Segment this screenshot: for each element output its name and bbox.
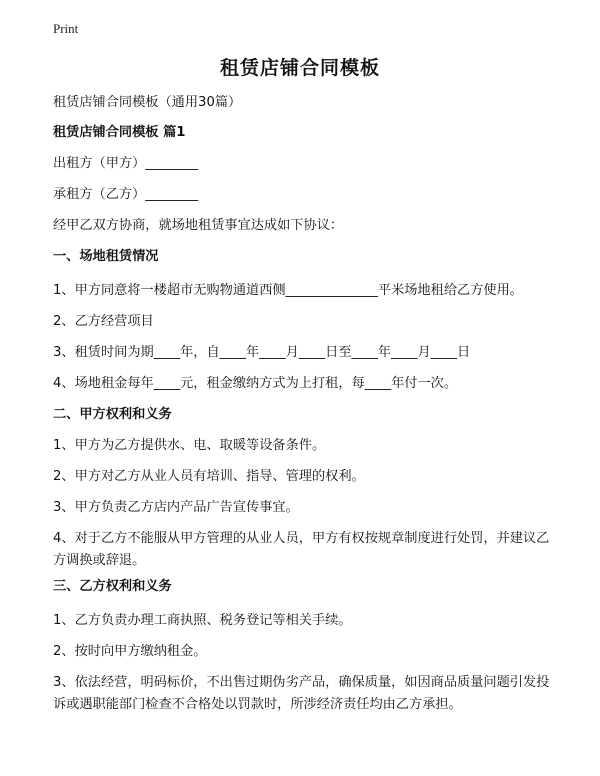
part2-item: 1、甲方为乙方提供水、电、取暖等设备条件。 xyxy=(53,438,326,453)
document-subtitle: 租赁店铺合同模板（通用30篇） xyxy=(53,95,242,110)
section-heading: 租赁店铺合同模板 篇1 xyxy=(53,125,186,140)
part1-item: 3、租赁时间为期____年，自____年____月____日至____年____月____日 xyxy=(53,345,471,360)
part1-heading: 一、场地租赁情况 xyxy=(53,249,159,264)
part2-item: 4、对于乙方不能服从甲方管理的从业人员，甲方有权按规章制度进行处罚，并建议乙方调换或辞退。 xyxy=(53,531,550,568)
part3-item: 2、按时向甲方缴纳租金。 xyxy=(53,644,207,659)
part3-heading: 三、乙方权利和义务 xyxy=(53,579,172,594)
print-label: Print xyxy=(53,21,79,36)
part2-item: 3、甲方负责乙方店内产品广告宣传事宜。 xyxy=(53,500,299,515)
part3-item: 3、依法经营，明码标价，不出售过期伪劣产品，确保质量，如因商品质量问题引发投诉或遇职能部门检查不合格处以罚款时，所涉经济责任均由乙方承担。 xyxy=(53,675,550,712)
part2-heading: 二、甲方权利和义务 xyxy=(53,407,172,422)
document-title: 租赁店铺合同模板 xyxy=(219,57,380,79)
part1-item: 1、甲方同意将一楼超市无购物通道西侧______________平米场地租给乙方使用。 xyxy=(53,283,523,298)
part3-item: 1、乙方负责办理工商执照、税务登记等相关手续。 xyxy=(53,613,352,628)
part1-item: 4、场地租金每年____元，租金缴纳方式为上打租，每____年付一次。 xyxy=(53,376,458,391)
lessor-line: 出租方（甲方）________ xyxy=(53,156,199,171)
intro-paragraph: 经甲乙双方协商，就场地租赁事宜达成如下协议： xyxy=(53,218,344,233)
lessee-line: 承租方（乙方）________ xyxy=(53,187,199,202)
part2-item: 2、甲方对乙方从业人员有培训、指导、管理的权利。 xyxy=(53,469,365,484)
part1-item: 2、乙方经营项目 xyxy=(53,314,154,329)
